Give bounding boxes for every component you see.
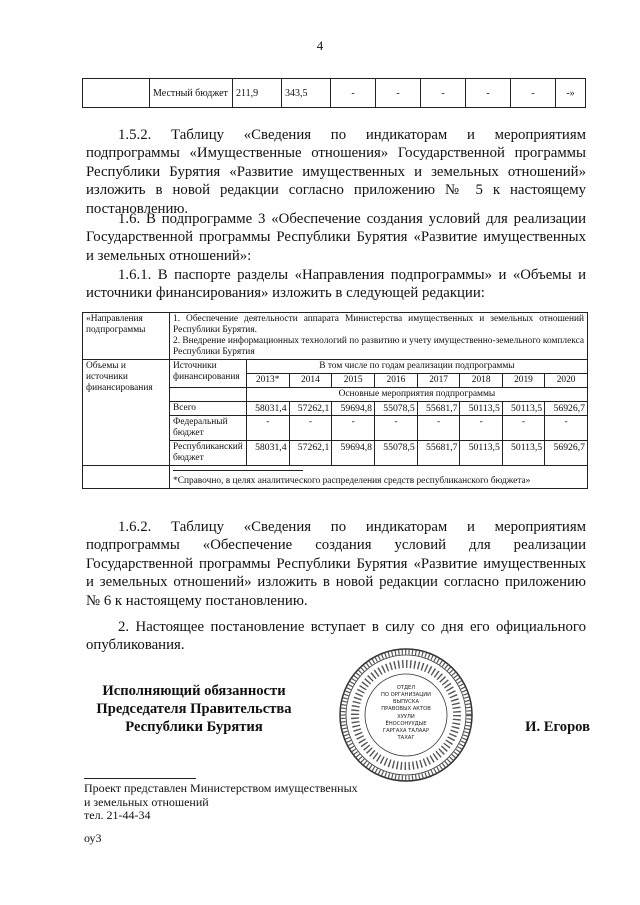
page-number: 4	[316, 38, 324, 53]
passport-table	[82, 312, 588, 489]
footer-rule	[84, 778, 196, 779]
value-cell: -	[417, 416, 460, 441]
stamp-text: ГАРГАХА ТАЛААР	[382, 728, 430, 734]
stamp-text: ВЫПУСКА	[392, 699, 420, 705]
footer-contact: Проект представлен Министерством имущественных и земельных отношений тел. 21-44-34	[84, 781, 358, 822]
value-cell: 58031,4	[246, 441, 289, 466]
year-cell: 2019	[502, 374, 544, 388]
paragraph-2: 2. Настоящее постановление вступает в силу со дня его официального опубликования.	[86, 619, 586, 654]
empty-cell	[83, 466, 170, 489]
sources-header: Источники финансирования	[170, 360, 247, 388]
value-cell: 57262,1	[289, 402, 332, 416]
value-cell: -	[502, 416, 544, 441]
stamp-text: ТАХАГ	[397, 735, 415, 741]
value-cell: -	[331, 79, 376, 108]
value-cell: 59694,8	[332, 441, 375, 466]
empty-cell	[170, 388, 247, 402]
value-cell: 343,5	[282, 79, 331, 108]
paragraph-1-6-2: 1.6.2. Таблицу «Сведения по индикаторам и мероприятиям подпрограммы «Обеспечение создания условий для реализации Государственной программы Республики Бурятия «Развитие имущественных и земельных отношений» изложить в новой редакции согласно приложению № 6 к настоящему постановлению.	[86, 519, 586, 609]
direction-item: 2. Внедрение информационных технологий по развитию и учету имущественно-земельного комплекса Республики Бурятия	[173, 336, 585, 357]
years-header: В том числе по годам реализации подпрограммы	[246, 360, 587, 374]
stamp-text: ОТДЕЛ	[396, 685, 416, 691]
year-cell: 2020	[545, 374, 588, 388]
paragraph-1-6-1: 1.6.1. В паспорте разделы «Направления подпрограммы» и «Объемы и источники финансирования» изложить в следующей редакции:	[86, 267, 586, 302]
year-cell: 2013*	[246, 374, 289, 388]
row-label: Федеральный бюджет	[170, 416, 247, 441]
top-table-fragment	[82, 78, 586, 108]
stamp-text: ПРАВОВЫХ АКТОВ	[381, 706, 431, 712]
value-cell: 57262,1	[289, 441, 332, 466]
value-cell: -	[511, 79, 556, 108]
signatory-name: И. Егоров	[525, 719, 590, 735]
year-cell: 2018	[460, 374, 502, 388]
stamp-text: ПО ОРГАНИЗАЦИИ	[380, 692, 432, 698]
direction-item: 1. Обеспечение деятельности аппарата Министерства имущественных и земельных отношений Республики Бурятия.	[173, 314, 584, 335]
paragraph-1-5-2: 1.5.2. Таблицу «Сведения по индикаторам и мероприятиям подпрограммы «Имущественные отношения» Государственной программы Республики Бурятия «Развитие имущественных и земельных отношений» изложить в новой редакции согласно приложению № 5 к настоящему постановлению.	[86, 127, 586, 217]
table-row	[83, 79, 586, 108]
value-cell: 56926,7	[545, 402, 588, 416]
year-cell: 2016	[375, 374, 418, 388]
value-cell: 50113,5	[502, 402, 544, 416]
table-row	[83, 313, 588, 360]
official-stamp	[336, 645, 476, 785]
value-cell: 55681,7	[417, 441, 460, 466]
footer-code: оу3	[84, 831, 102, 845]
value-cell: 55078,5	[375, 441, 418, 466]
value-cell: -	[460, 416, 502, 441]
paragraph-1-6: 1.6. В подпрограмме 3 «Обеспечение создания условий для реализации Государственной программы Республики Бурятия «Развитие имущественных и земельных отношений»:	[86, 211, 586, 264]
value-cell: -	[376, 79, 421, 108]
table-row	[83, 466, 588, 489]
value-cell: 55078,5	[375, 402, 418, 416]
table-row	[83, 360, 588, 374]
footnote: *Справочно, в целях аналитического распределения средств республиканского бюджета»	[173, 476, 531, 486]
value-cell: -	[375, 416, 418, 441]
row-label: Всего	[170, 402, 247, 416]
year-cell: 2015	[332, 374, 375, 388]
value-cell: -	[246, 416, 289, 441]
empty-cell	[83, 79, 150, 108]
footnote-cell	[170, 466, 588, 489]
value-cell: 50113,5	[460, 402, 502, 416]
row-label: Республиканский бюджет	[170, 441, 247, 466]
value-cell: -	[466, 79, 511, 108]
footnote-rule	[173, 470, 303, 471]
value-cell: 58031,4	[246, 402, 289, 416]
signatory-title: Исполняющий обязанности Председателя Правительства Республики Бурятия	[96, 683, 292, 735]
value-cell: 56926,7	[545, 441, 588, 466]
section-header: Основные мероприятия подпрограммы	[246, 388, 587, 402]
directions-cell	[170, 313, 588, 360]
stamp-text: ЁНОСОНУУДЫЕ	[385, 721, 427, 727]
value-cell: 211,9	[233, 79, 282, 108]
value-cell: -	[289, 416, 332, 441]
year-cell: 2014	[289, 374, 332, 388]
year-cell: 2017	[417, 374, 460, 388]
value-cell: 59694,8	[332, 402, 375, 416]
row-label: Местный бюджет	[150, 79, 233, 108]
value-cell: 50113,5	[460, 441, 502, 466]
value-cell: -	[332, 416, 375, 441]
value-cell: -»	[556, 79, 586, 108]
value-cell: 55681,7	[417, 402, 460, 416]
value-cell: 50113,5	[502, 441, 544, 466]
value-cell: -	[545, 416, 588, 441]
stamp-text: ХУУЛИ	[397, 714, 415, 720]
value-cell: -	[421, 79, 466, 108]
row-label-funding: Объемы и источники финансирования	[83, 360, 170, 466]
row-label-directions: «Направления подпрограммы	[83, 313, 170, 360]
